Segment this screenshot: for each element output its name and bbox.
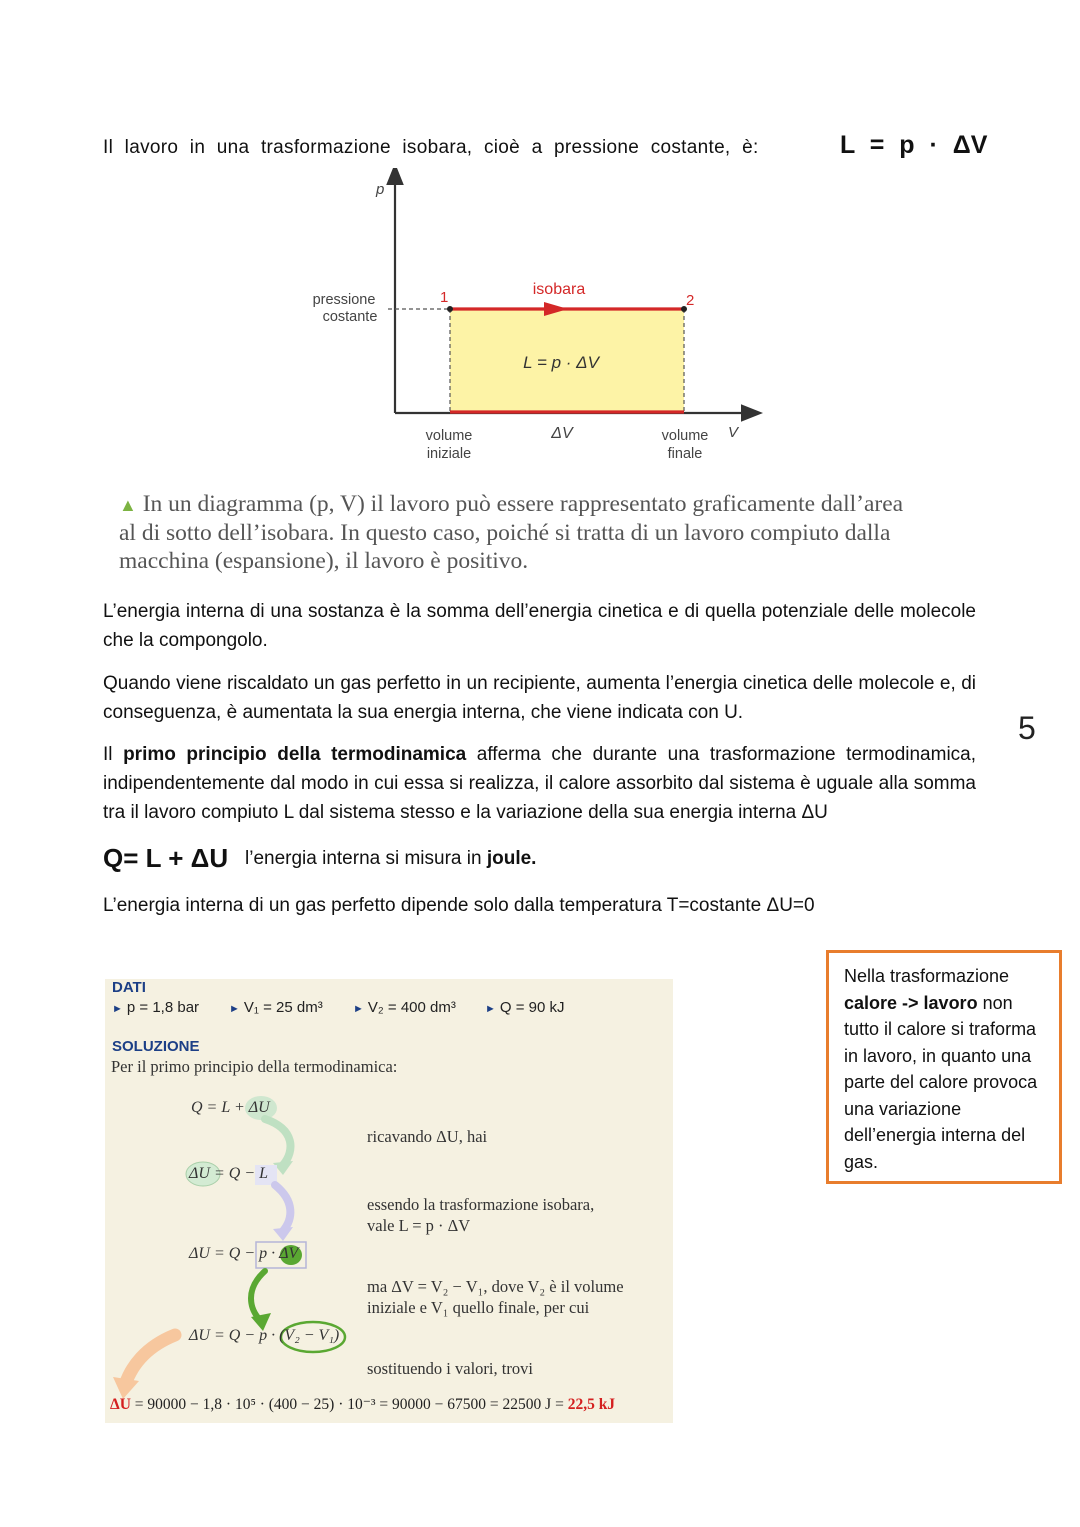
step-4: sostituendo i valori, trovi — [367, 1359, 533, 1378]
delta-v-label: ΔV — [551, 425, 573, 442]
page-number: 5 — [1018, 710, 1036, 746]
p-axis-label: p — [376, 181, 385, 198]
equation-3: ΔU = Q − p · ΔV — [189, 1245, 299, 1262]
paragraph-internal-energy: L’energia interna di una sostanza è la somma dell’energia cinetica e di quella potenziale delle molecole che la compongolo. — [103, 601, 976, 651]
paragraph-heating: Quando viene riscaldato un gas perfetto in un recipiente, aumenta l’energia cinetica delle molecole e, di conseguenza, è aumentata la sua energia interna, che viene indicata con U. — [103, 673, 976, 723]
equation-2: ΔU = Q − L — [189, 1165, 268, 1182]
dati-title: DATI — [112, 979, 146, 996]
soluzione-title: SOLUZIONE — [112, 1038, 200, 1055]
work-formula: L = p · ΔV — [840, 131, 988, 159]
first-law-equation: Q= L + ΔU — [103, 843, 229, 873]
volume-end-label-2: finale — [667, 446, 703, 462]
paragraph-first-law: Il primo principio della termodinamica afferma che durante una trasformazione termodinamica, indipendentemente dal modo in cui essa si realizza, il calore assorbito dal sistema è uguale alla somma tra il lavoro compiuto L dal sistema stesso e la variazione della sua energia interna ΔU — [103, 744, 977, 823]
joule-note: l’energia interna si misura in joule. — [245, 848, 537, 869]
note-box: Nella trasformazione calore -> lavoro non tutto il calore si traforma in lavoro, in quanto una parte del calore provoca una variazione dell’energia interna del gas. — [826, 950, 1062, 1184]
note-bold: calore -> lavoro — [844, 992, 978, 1013]
area-formula: L = p · ΔV — [523, 353, 599, 372]
pressure-label-2: costante — [322, 309, 378, 325]
step-3b: iniziale e V₁ quello finale, per cui — [367, 1298, 590, 1317]
volume-start-label-2: iniziale — [426, 446, 472, 462]
volume-end-label-1: volume — [661, 428, 709, 444]
step-1: ricavando ΔU, hai — [367, 1127, 488, 1146]
first-law-term: primo principio della termodinamica — [123, 744, 467, 765]
step-2b: vale L = p · ΔV — [367, 1216, 471, 1235]
volume-start-label-1: volume — [425, 428, 473, 444]
step-2a: essendo la trasformazione isobara, — [367, 1195, 595, 1214]
isobar-label: isobara — [532, 281, 586, 298]
final-result: 22,5 kJ — [567, 1396, 616, 1413]
point-2-label: 2 — [686, 292, 695, 309]
dati-q: ► Q = 90 kJ — [485, 999, 565, 1016]
dati-v1: ► V₁ = 25 dm³ — [229, 999, 323, 1016]
intro-text: Il lavoro in una trasformazione isobara, cioè a pressione costante, è: — [103, 137, 759, 158]
isobaric-diagram — [300, 168, 770, 468]
diagram-caption — [119, 490, 909, 575]
dati-v2: ► V₂ = 400 dm³ — [353, 999, 456, 1016]
dati-p: ► p = 1,8 bar — [112, 999, 200, 1016]
triangle-icon: ▲ — [119, 495, 137, 515]
solution-intro: Per il primo principio della termodinamica: — [111, 1057, 398, 1076]
v-axis-label: V — [728, 424, 739, 441]
caption-text: In un diagramma (p, V) il lavoro può essere rappresentato graficamente dall’area al di sotto dell’isobara. In questo caso, poiché si tratta di un lavoro compiuto dalla macchina (espansione), il lavoro è positivo. — [119, 491, 904, 574]
temperature-line: L’energia interna di un gas perfetto dipende solo dalla temperatura T=costante ΔU=0 — [103, 895, 815, 916]
equation-4: ΔU = Q − p · (V₂ − V₁) — [189, 1327, 340, 1344]
final-calculation: ΔU = 90000 − 1,8 · 10⁵ · (400 − 25) · 10⁻³ = 90000 − 67500 = 22500 J = 22,5 kJ — [110, 1396, 616, 1413]
worked-example — [105, 979, 673, 1423]
equation-1: Q = L + ΔU — [191, 1099, 270, 1116]
pressure-label-1: pressione — [312, 292, 376, 308]
step-3a: ma ΔV = V₂ − V₁, dove V₂ è il volume — [367, 1277, 624, 1296]
point-1-label: 1 — [440, 289, 449, 306]
